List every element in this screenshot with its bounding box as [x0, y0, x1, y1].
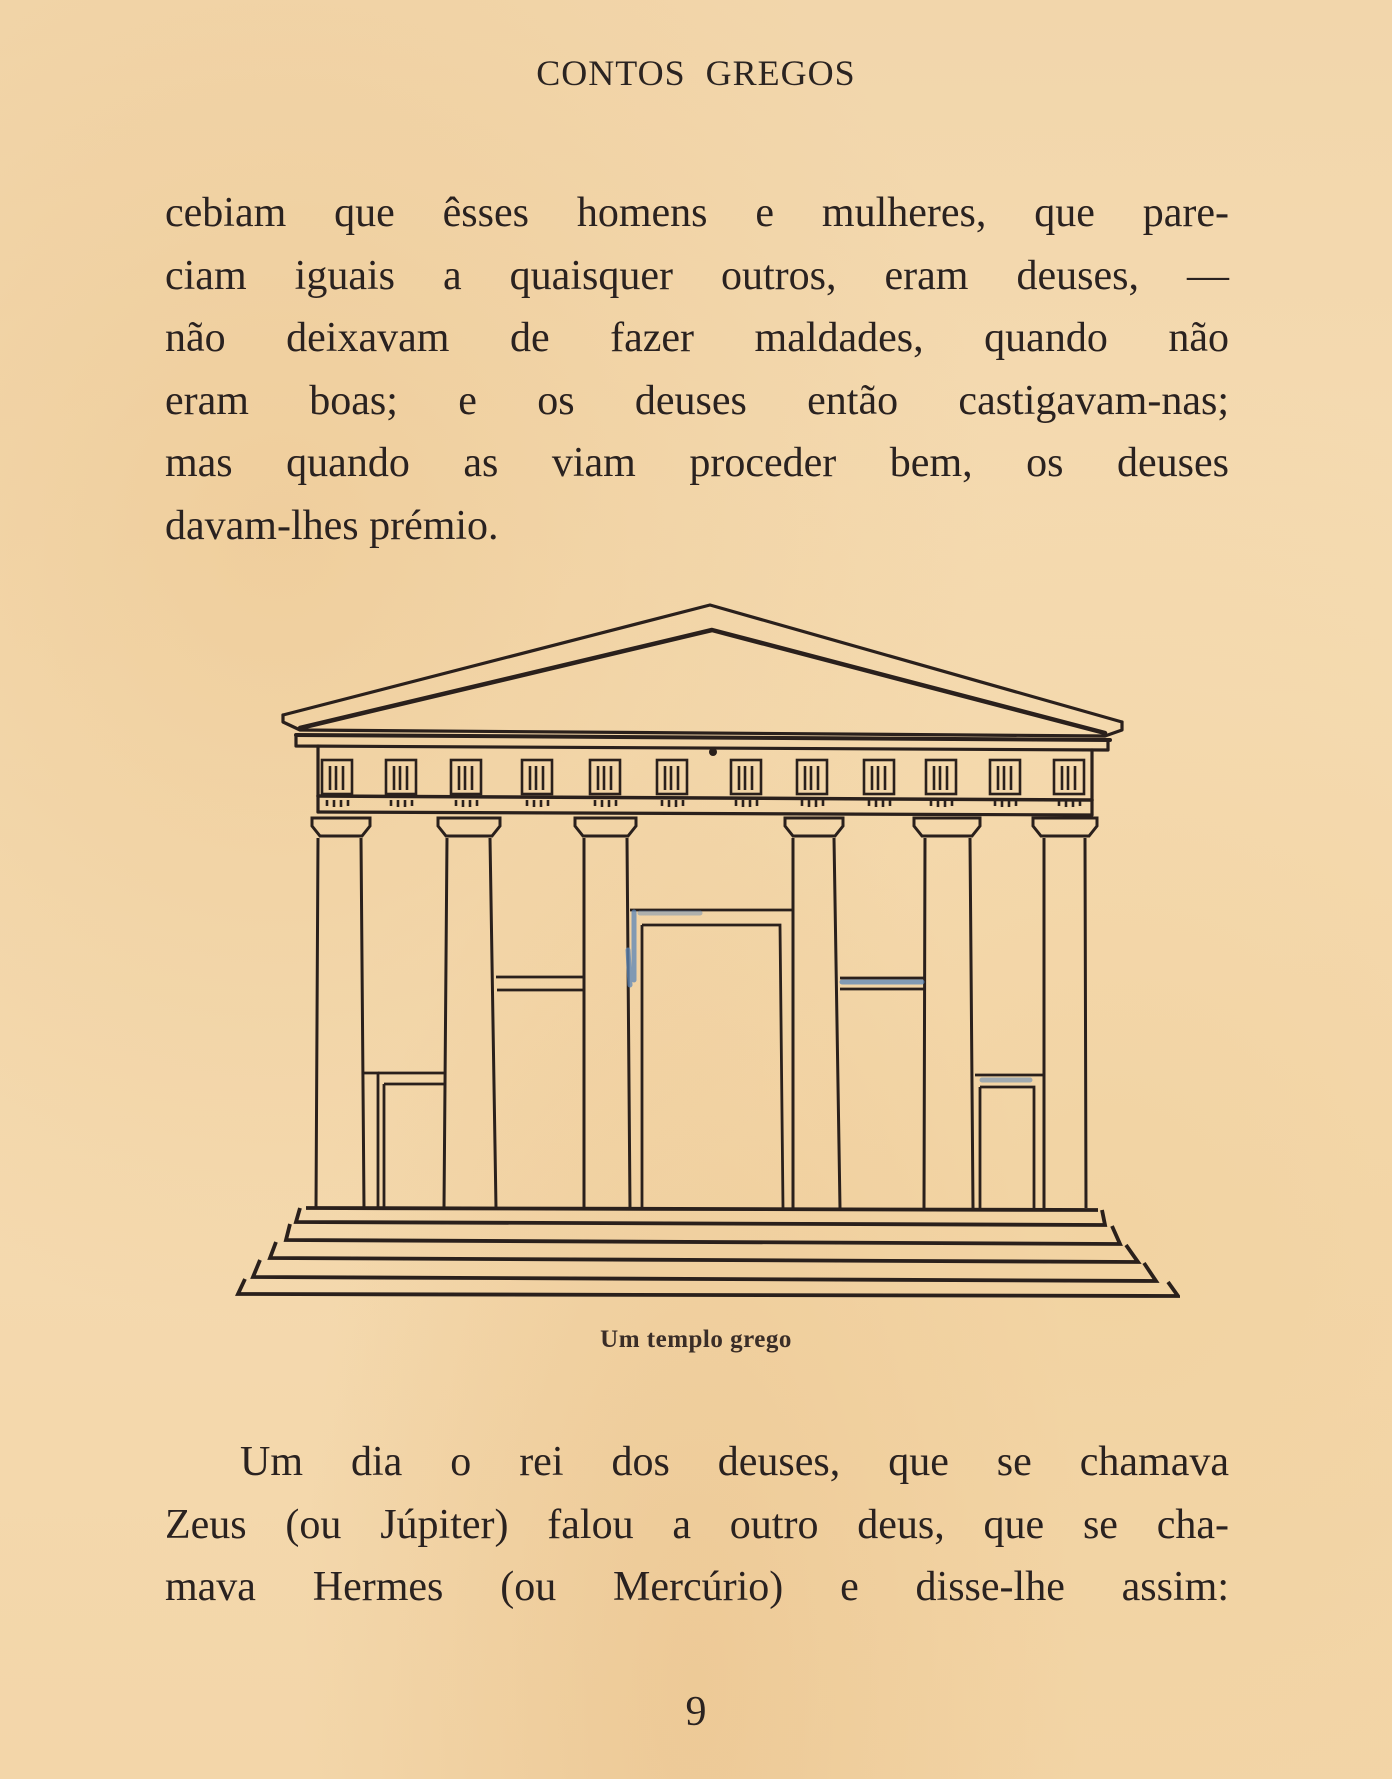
- text-line: não deixavam de fazer maldades, quando não: [165, 315, 1229, 361]
- text-line: ciam iguais a quaisquer outros, eram deuses, —: [165, 252, 1229, 299]
- text-line: eram boas; e os deuses então castigavam-nas;: [165, 377, 1229, 424]
- text-line: Um dia o rei dos deuses, que se chamava: [240, 1439, 1229, 1485]
- temple-doors-icon: [364, 910, 1043, 1208]
- running-head: CONTOS GREGOS: [536, 53, 856, 93]
- page-number: 9: [685, 1689, 707, 1735]
- bottom-paragraph: [165, 1431, 1229, 1619]
- text-line: davam-lhes prémio.: [165, 502, 499, 549]
- text-line: cebiam que êsses homens e mulheres, que pare-: [165, 190, 1229, 236]
- temple-steps-icon: [238, 1208, 1178, 1296]
- greek-temple-drawing: [220, 595, 1180, 1305]
- text-line: mas quando as viam proceder bem, os deuses: [165, 440, 1229, 486]
- greek-temple-figure: [220, 595, 1180, 1305]
- figure-caption: Um templo grego: [600, 1326, 792, 1353]
- text-line: mava Hermes (ou Mercúrio) e disse-lhe assim:: [165, 1564, 1229, 1610]
- text-line: Zeus (ou Júpiter) falou a outro deus, que se cha-: [165, 1501, 1229, 1548]
- top-paragraph: [165, 182, 1229, 557]
